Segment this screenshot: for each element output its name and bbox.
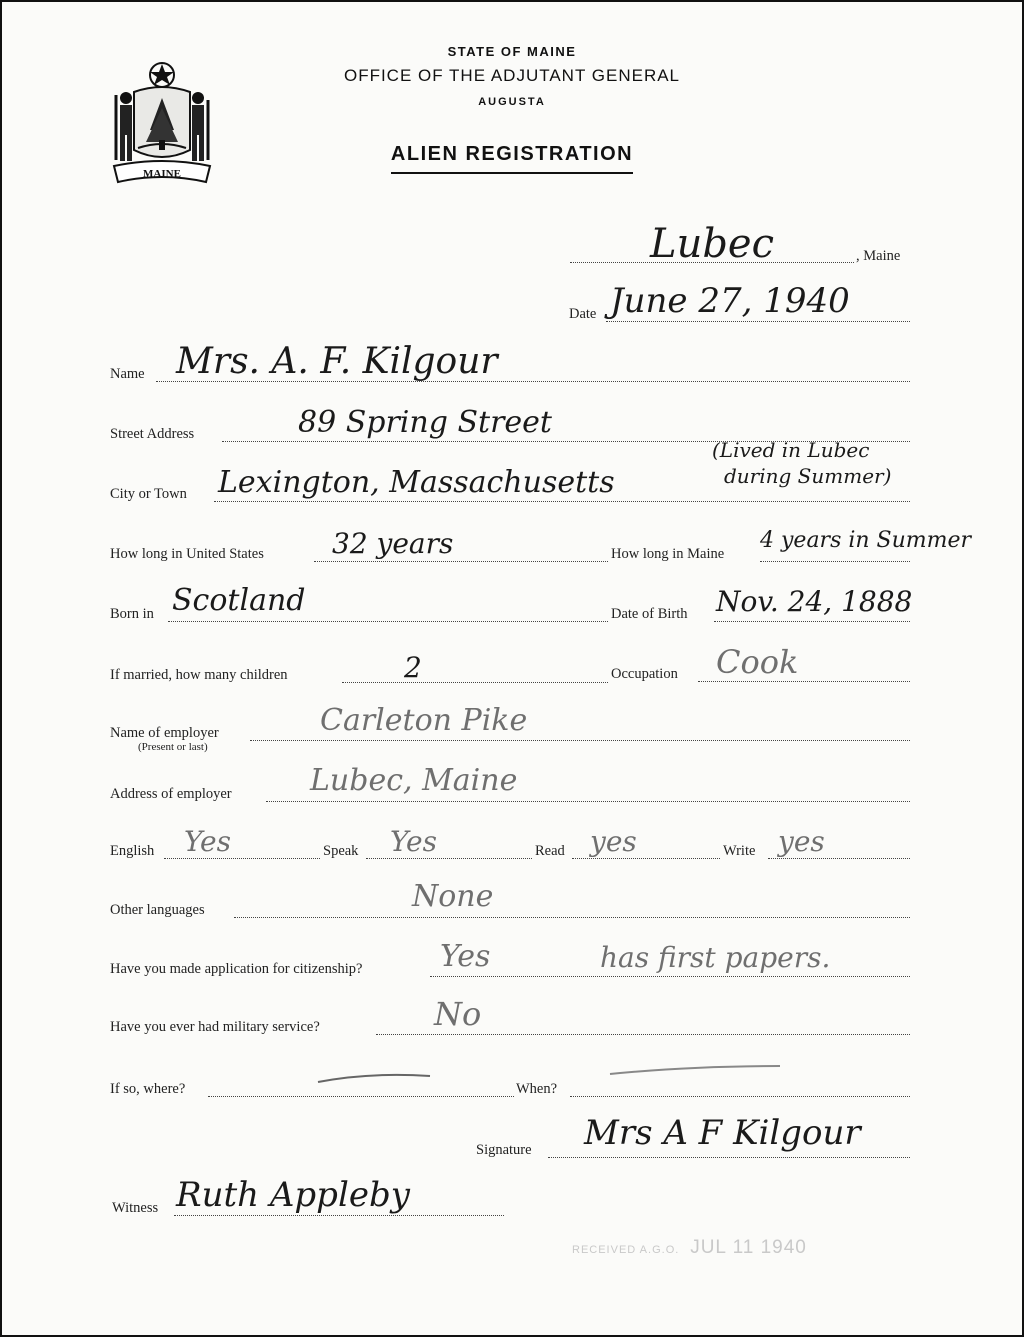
city-entry: Lexington, Massachusetts	[218, 465, 615, 500]
employer-line	[250, 740, 910, 741]
military-line	[376, 1034, 910, 1035]
how-long-us-label: How long in United States	[110, 546, 264, 562]
citizenship-note-entry: has first papers.	[600, 941, 831, 974]
military-label: Have you ever had military service?	[110, 1019, 320, 1035]
citizenship-line	[430, 976, 910, 977]
how-long-us-line	[314, 561, 608, 562]
street-label: Street Address	[110, 426, 195, 442]
speak-line	[366, 858, 532, 859]
how-long-us-entry: 32 years	[332, 527, 454, 560]
street-entry: 89 Spring Street	[298, 405, 552, 440]
read-line	[572, 858, 720, 859]
when-line	[570, 1096, 910, 1097]
english-label: English	[110, 843, 155, 859]
date-of-birth-entry: Nov. 24, 1888	[716, 585, 913, 618]
strike-marks	[310, 1060, 830, 1090]
children-entry: 2	[404, 651, 422, 684]
when-label: When?	[516, 1081, 558, 1097]
employer-note: (Present or last)	[138, 741, 208, 753]
state-heading: STATE OF MAINE	[447, 44, 577, 59]
date-label: Date	[569, 306, 597, 322]
citizenship-entry: Yes	[440, 939, 491, 974]
maine-label: , Maine	[856, 248, 901, 264]
town-entry: Lubec	[650, 221, 775, 267]
date-line	[606, 321, 910, 322]
signature-entry: Mrs A F Kilgour	[584, 1113, 861, 1153]
if-so-where-line	[208, 1096, 514, 1097]
how-long-maine-label: How long in Maine	[611, 546, 725, 562]
employer-address-entry: Lubec, Maine	[310, 763, 518, 798]
children-label: If married, how many children	[110, 667, 288, 683]
write-line	[768, 858, 910, 859]
signature-line	[548, 1157, 910, 1158]
form-title: ALIEN REGISTRATION	[0, 143, 1024, 174]
other-languages-label: Other languages	[110, 902, 205, 918]
city-label: City or Town	[110, 486, 187, 502]
how-long-maine-line	[760, 561, 910, 562]
date-of-birth-label: Date of Birth	[611, 606, 688, 622]
employer-address-label: Address of employer	[110, 786, 232, 802]
children-line	[342, 682, 608, 683]
city-heading: AUGUSTA	[478, 96, 546, 108]
city-note-2: during Summer)	[724, 464, 892, 488]
city-note-1: (Lived in Lubec	[712, 438, 870, 462]
military-entry: No	[434, 995, 482, 1033]
other-languages-line	[234, 917, 910, 918]
occupation-label: Occupation	[611, 666, 678, 682]
how-long-maine-entry: 4 years in Summer	[760, 528, 972, 553]
occupation-line	[698, 681, 910, 682]
employer-address-line	[266, 801, 910, 802]
if-so-where-label: If so, where?	[110, 1081, 186, 1097]
citizenship-label: Have you made application for citizenship?	[110, 961, 363, 977]
employer-label: Name of employer	[110, 725, 219, 741]
read-label: Read	[535, 843, 565, 859]
date-of-birth-line	[714, 621, 910, 622]
born-in-line	[168, 621, 608, 622]
office-heading: OFFICE OF THE ADJUTANT GENERAL	[343, 66, 681, 85]
received-stamp: RECEIVED A.G.O. JUL 11 1940	[572, 1237, 807, 1258]
other-languages-entry: None	[412, 879, 494, 914]
english-line	[164, 858, 320, 859]
born-in-entry: Scotland	[172, 583, 306, 618]
read-entry: yes	[590, 825, 637, 858]
witness-label: Witness	[112, 1200, 159, 1216]
date-entry: June 27, 1940	[610, 281, 850, 321]
write-entry: yes	[778, 825, 825, 858]
employer-entry: Carleton Pike	[320, 703, 528, 738]
name-entry: Mrs. A. F. Kilgour	[176, 341, 498, 382]
signature-label: Signature	[476, 1142, 532, 1158]
write-label: Write	[723, 843, 756, 859]
speak-label: Speak	[323, 843, 359, 859]
witness-entry: Ruth Appleby	[176, 1175, 410, 1215]
witness-line	[174, 1215, 504, 1216]
city-line	[214, 501, 910, 502]
name-label: Name	[110, 366, 145, 382]
speak-entry: Yes	[390, 825, 437, 858]
english-entry: Yes	[184, 825, 231, 858]
born-in-label: Born in	[110, 606, 154, 622]
occupation-entry: Cook	[716, 643, 799, 681]
svg-text:MAINE: MAINE	[143, 168, 181, 180]
